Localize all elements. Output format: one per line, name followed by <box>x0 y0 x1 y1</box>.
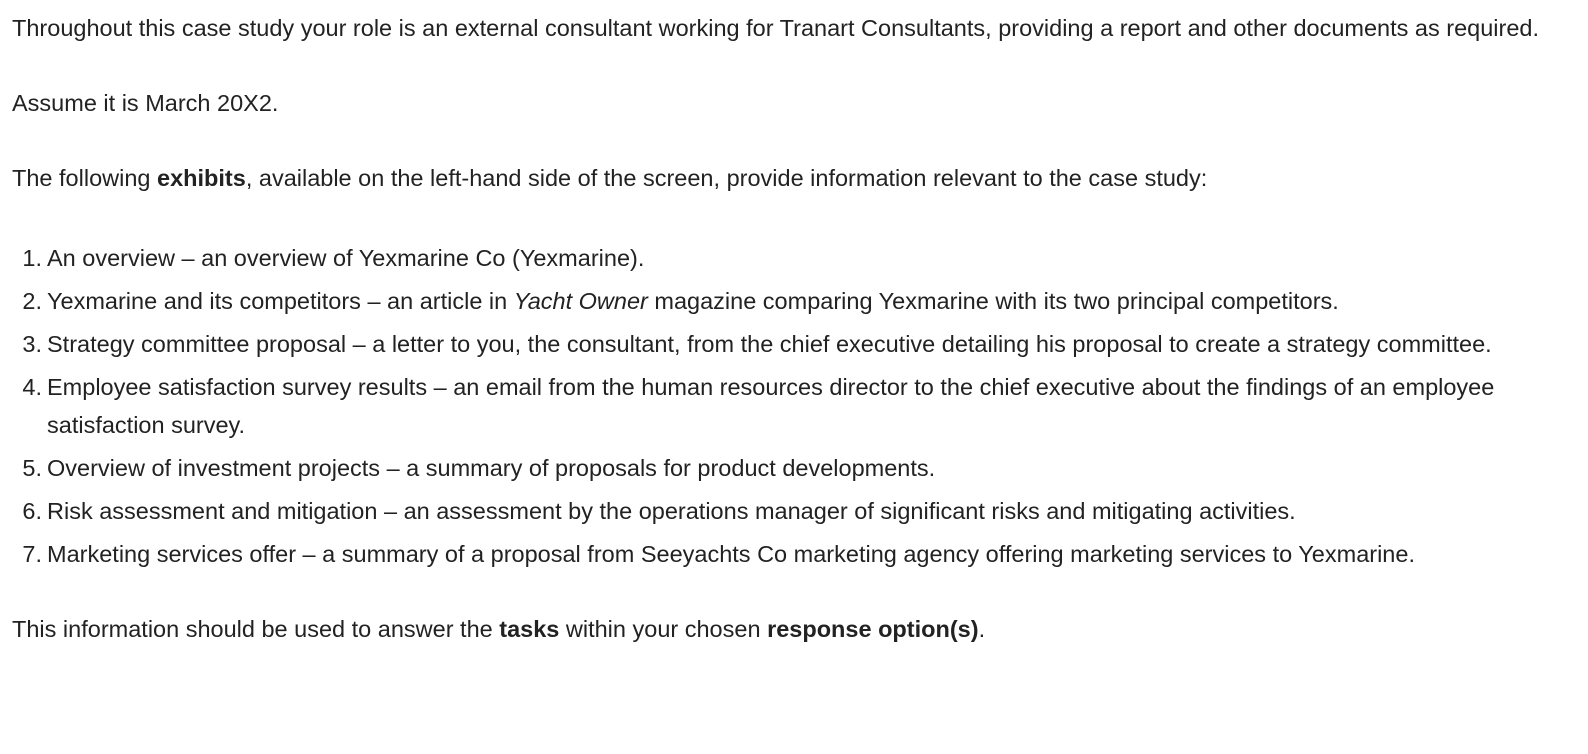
response-options-keyword: response option(s) <box>767 616 979 642</box>
exhibit-item-text: Strategy committee proposal – a letter to you, the consultant, from the chief executive detailing his proposal to create a strategy committee. <box>47 331 1492 357</box>
exhibit-item-overview <box>47 239 1576 277</box>
exhibit-item-text: Employee satisfaction survey results – an email from the human resources director to the chief executive about the findings of an employee satisfaction survey. <box>47 374 1495 438</box>
exhibit-item-text-after: magazine comparing Yexmarine with its two principal competitors. <box>647 288 1339 314</box>
exhibit-item-investment-projects <box>47 449 1576 487</box>
exhibit-item-employee-survey <box>47 368 1576 444</box>
exhibit-item-text: An overview – an overview of Yexmarine Co (Yexmarine). <box>47 245 645 271</box>
exhibit-item-strategy-committee <box>47 325 1576 363</box>
exhibits-intro-after: , available on the left-hand side of the screen, provide information relevant to the case study: <box>245 165 1208 191</box>
closing-middle: within your chosen <box>559 616 768 642</box>
assume-date-paragraph: Assume it is March 20X2. <box>12 90 279 116</box>
closing-before: This information should be used to answer the <box>12 616 500 642</box>
exhibit-item-competitors <box>47 282 1576 320</box>
exhibits-keyword: exhibits <box>157 165 246 191</box>
intro-paragraph: Throughout this case study your role is an external consultant working for Tranart Consultants, providing a report and other documents as required. <box>12 15 1540 41</box>
exhibit-list <box>12 239 1576 573</box>
exhibit-item-risk-assessment <box>47 492 1576 530</box>
exhibit-item-text: Risk assessment and mitigation – an assessment by the operations manager of significant risks and mitigating activities. <box>47 498 1296 524</box>
closing-after: . <box>978 616 986 642</box>
magazine-title: Yacht Owner <box>513 288 648 314</box>
tasks-keyword: tasks <box>499 616 560 642</box>
exhibits-intro-paragraph <box>12 159 1576 197</box>
exhibit-item-text: Marketing services offer – a summary of a proposal from Seeyachts Co marketing agency offering marketing services to Yexmarine. <box>47 541 1415 567</box>
exhibit-item-text-before: Yexmarine and its competitors – an article in <box>47 288 514 314</box>
exhibit-item-text: Overview of investment projects – a summary of proposals for product developments. <box>47 455 936 481</box>
closing-paragraph <box>12 610 1576 648</box>
exhibits-intro-before: The following <box>12 165 157 191</box>
exhibit-item-marketing-offer <box>47 535 1576 573</box>
